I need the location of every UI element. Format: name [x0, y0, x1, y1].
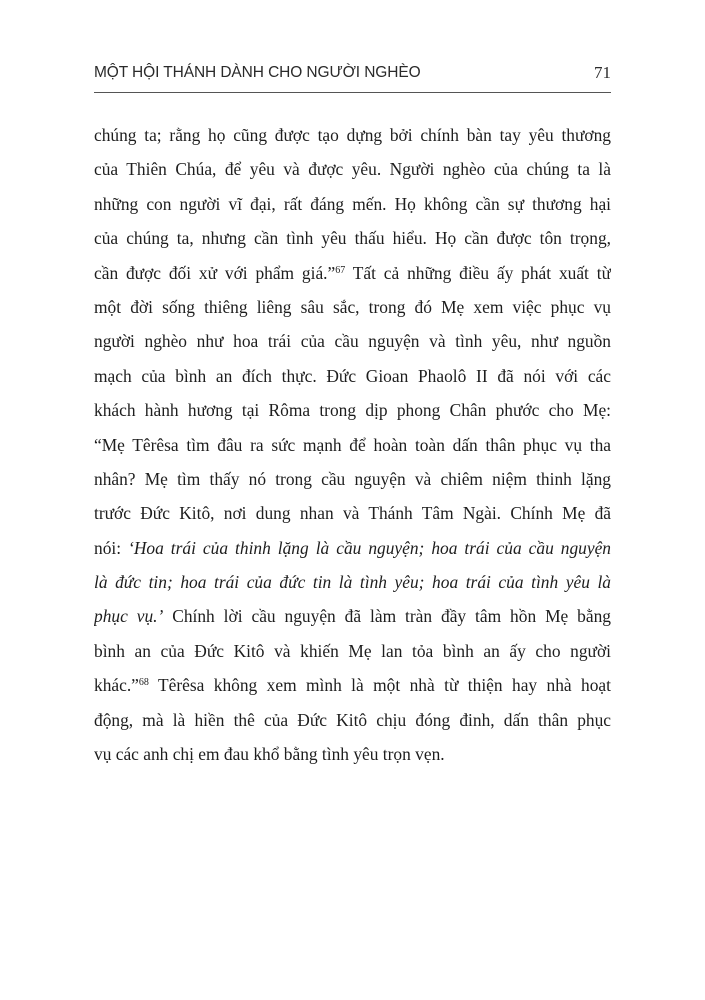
text-line-19: vụ các anh chị em đau khổ bằng tình yêu trọn vẹn.: [94, 744, 445, 765]
footnote-ref-68: 68: [138, 677, 149, 689]
running-header: [94, 58, 611, 93]
text-line-17-part-a: khác.”: [94, 675, 139, 696]
text-line-11: nhân? Mẹ tìm thấy nó trong cầu nguyện và chiêm niệm thinh lặng: [94, 468, 611, 489]
text-line-17-part-b: Têrêsa không xem mình là một nhà từ thiện hay nhà hoạt: [148, 675, 611, 696]
text-line-16: bình an của Đức Kitô và khiến Mẹ lan tỏa bình an ấy cho người: [94, 640, 611, 661]
text-line-13-part-a: nói:: [94, 537, 129, 558]
text-line-3: những con người vĩ đại, rất đáng mến. Họ không cần sự thương hại: [94, 193, 611, 214]
text-line-14: là đức tin; hoa trái của đức tin là tình yêu; hoa trái của tình yêu là: [94, 572, 611, 593]
text-line-18: động, mà là hiền thê của Đức Kitô chịu đóng đinh, dấn thân phục: [94, 709, 611, 730]
text-line-7: người nghèo như hoa trái của cầu nguyện và tình yêu, như nguồn: [94, 331, 611, 352]
running-title: MỘT HỘI THÁNH DÀNH CHO NGƯỜI NGHÈO: [94, 64, 421, 81]
text-line-12: trước Đức Kitô, nơi dung nhan và Thánh Tâm Ngài. Chính Mẹ đã: [94, 503, 611, 524]
text-line-2: của Thiên Chúa, để yêu và được yêu. Người nghèo của chúng ta là: [94, 159, 611, 180]
text-line-1: chúng ta; rằng họ cũng được tạo dựng bởi chính bàn tay yêu thương: [94, 125, 611, 145]
page-number: 71: [594, 63, 611, 82]
text-line-5-part-a: cần được đối xử với phẩm giá.”: [94, 262, 336, 283]
text-line-17: [94, 668, 611, 702]
text-line-5-part-b: Tất cả những điều ấy phát xuất từ: [345, 262, 611, 283]
text-line-4: của chúng ta, nhưng cần tình yêu thấu hiểu. Họ cần được tôn trọng,: [94, 228, 611, 249]
text-line-15: [94, 599, 611, 633]
text-line-10: “Mẹ Têrêsa tìm đâu ra sức mạnh để hoàn toàn dấn thân phục vụ tha: [94, 434, 611, 455]
italic-quote-end: phục vụ.’: [94, 606, 164, 627]
text-line-9: khách hành hương tại Rôma trong dịp phong Chân phước cho Mẹ:: [94, 400, 611, 421]
text-line-8: mạch của bình an đích thực. Đức Gioan Phaolô II đã nói với các: [94, 365, 611, 386]
text-line-13: [94, 531, 611, 565]
italic-quote-start: ‘Hoa trái của thinh lặng là cầu nguyện; hoa trái của cầu nguyện: [128, 537, 611, 558]
text-line-15-part-b: Chính lời cầu nguyện đã làm tràn đầy tâm hồn Mẹ bằng: [163, 606, 611, 627]
footnote-ref-67: 67: [335, 264, 346, 276]
body-text: [94, 118, 611, 771]
text-line-6: một đời sống thiêng liêng sâu sắc, trong đó Mẹ xem việc phục vụ: [94, 296, 611, 317]
text-line-5: [94, 256, 611, 290]
